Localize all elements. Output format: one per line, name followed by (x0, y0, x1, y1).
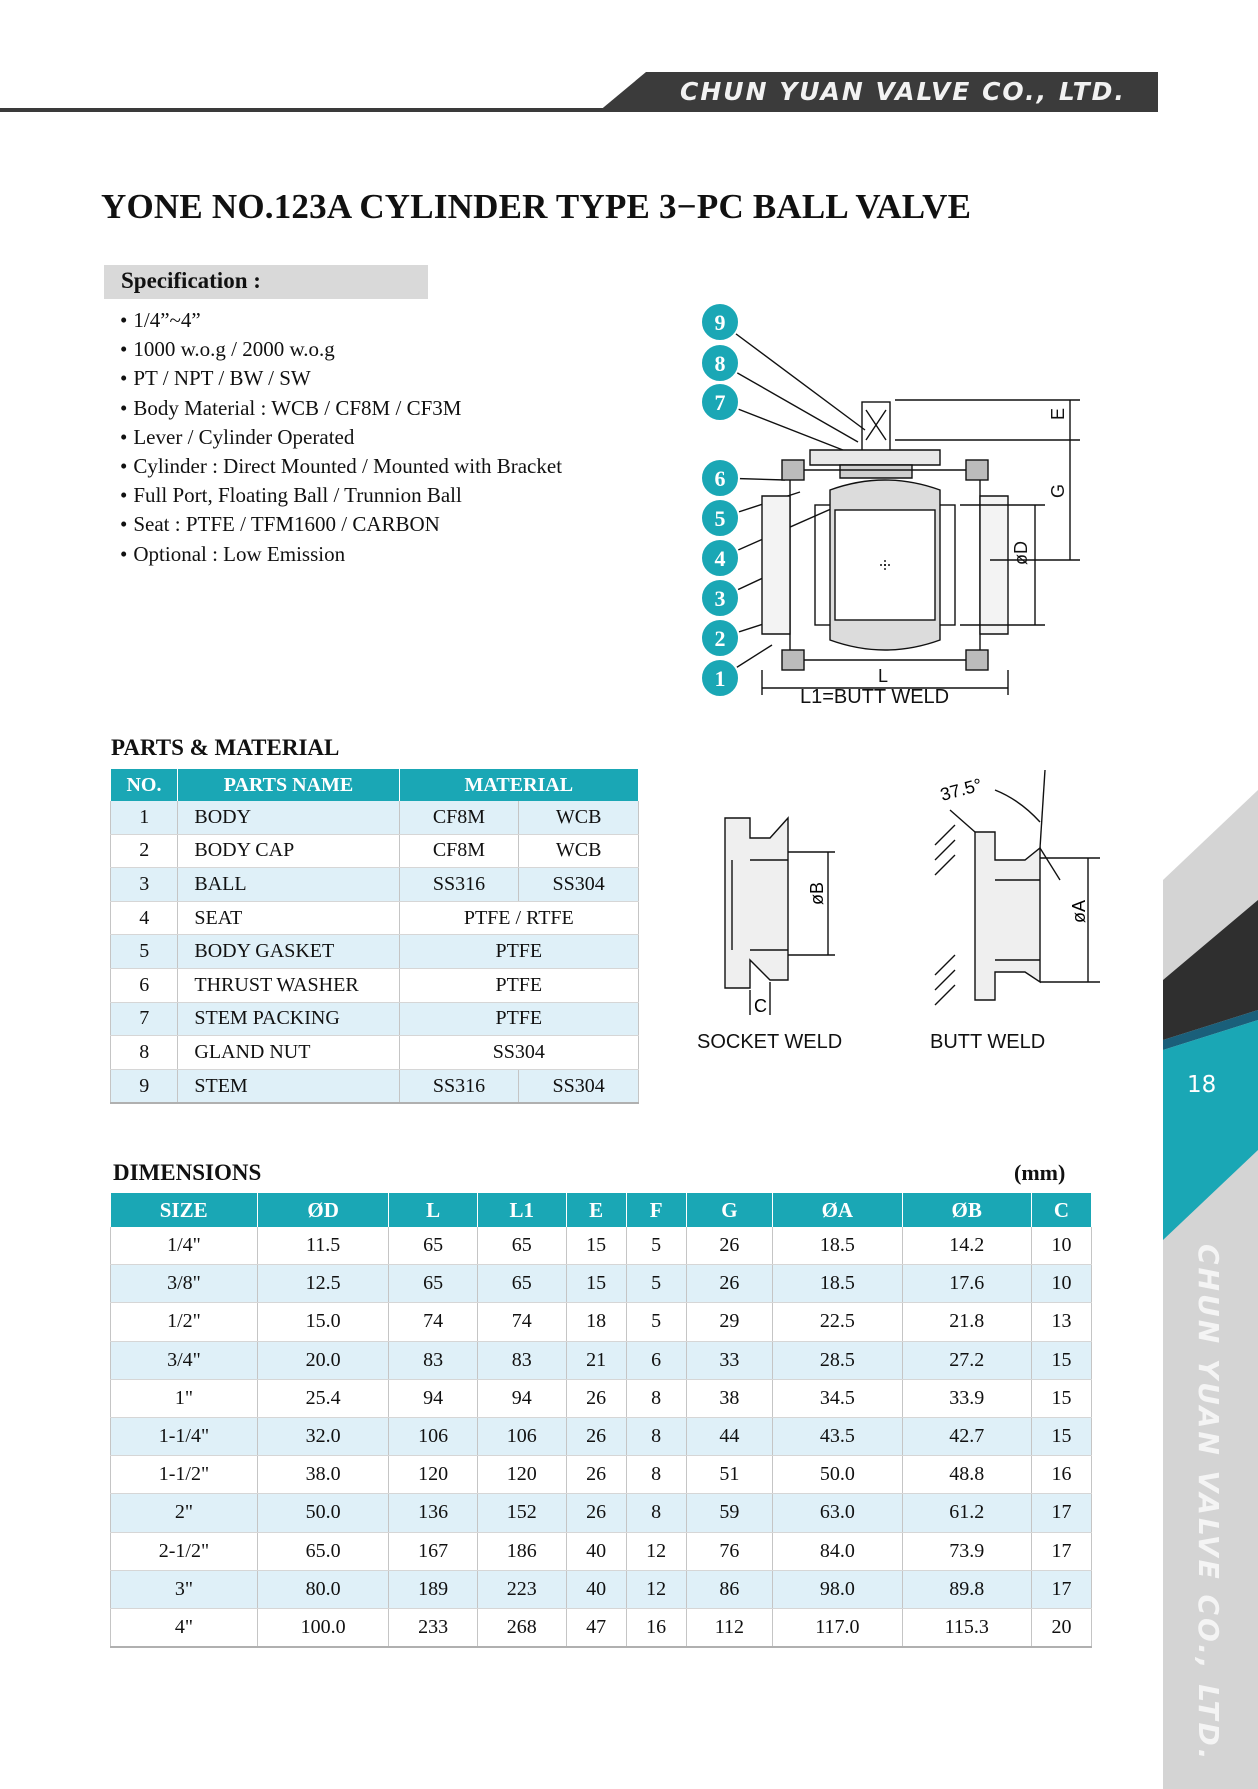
dim-cell: 12.5 (257, 1265, 388, 1303)
dim-cell: 42.7 (902, 1417, 1031, 1455)
part-material: SS304 (519, 868, 639, 902)
butt-angle: 37.5° (938, 774, 985, 805)
dim-cell: 32.0 (257, 1417, 388, 1455)
table-row (111, 1494, 1092, 1532)
dim-cell: 223 (477, 1570, 566, 1608)
dim-cell: 1/4" (111, 1227, 258, 1265)
table-row (111, 1002, 639, 1036)
table-row (111, 968, 639, 1002)
dim-cell: 84.0 (773, 1532, 902, 1570)
dim-cell: 8 (626, 1379, 686, 1417)
dim-cell: 61.2 (902, 1494, 1031, 1532)
dim-cell: 10 (1031, 1227, 1091, 1265)
side-company: CHUN YUAN VALVE CO., LTD. (1192, 1244, 1225, 1763)
dim-cell: 65 (477, 1265, 566, 1303)
dim-cell: 2" (111, 1494, 258, 1532)
dim-cell: 50.0 (257, 1494, 388, 1532)
part-material: CF8M (399, 834, 519, 868)
dim-cell: 15 (566, 1227, 626, 1265)
table-row (111, 1069, 639, 1103)
dim-cell: 120 (389, 1456, 478, 1494)
dim-cell: 44 (686, 1417, 773, 1455)
dim-cell: 16 (626, 1608, 686, 1647)
dim-cell: 10 (1031, 1265, 1091, 1303)
part-name: BODY GASKET (178, 935, 399, 969)
dim-cell: 17 (1031, 1532, 1091, 1570)
dim-cell: 34.5 (773, 1379, 902, 1417)
dim-cell: 189 (389, 1570, 478, 1608)
table-row (111, 901, 639, 935)
dim-cell: 73.9 (902, 1532, 1031, 1570)
dim-cell: 20 (1031, 1608, 1091, 1647)
dim-l-label: L (878, 666, 889, 686)
part-name: SEAT (178, 901, 399, 935)
dim-cell: 83 (477, 1341, 566, 1379)
dim-col-header: F (626, 1193, 686, 1227)
dim-col-header: ØA (773, 1193, 902, 1227)
butt-dim-a: øA (1069, 899, 1089, 923)
dim-cell: 86 (686, 1570, 773, 1608)
dim-cell: 18.5 (773, 1227, 902, 1265)
table-row (111, 1456, 1092, 1494)
dim-cell: 26 (686, 1227, 773, 1265)
dim-col-header: C (1031, 1193, 1091, 1227)
part-number-8: 8 (714, 351, 726, 376)
dim-cell: 152 (477, 1494, 566, 1532)
part-material: WCB (519, 834, 639, 868)
dim-cell: 26 (686, 1265, 773, 1303)
spec-list (120, 306, 562, 569)
dim-cell: 29 (686, 1303, 773, 1341)
dim-cell: 100.0 (257, 1608, 388, 1647)
part-number-7: 7 (714, 390, 726, 415)
dim-cell: 4" (111, 1608, 258, 1647)
part-no: 8 (111, 1036, 178, 1070)
dim-cell: 8 (626, 1417, 686, 1455)
socket-weld-drawing (700, 800, 850, 1020)
part-name: STEM (178, 1069, 399, 1103)
part-number-3: 3 (714, 586, 726, 611)
dim-cell: 12 (626, 1570, 686, 1608)
part-no: 6 (111, 968, 178, 1002)
dim-cell: 14.2 (902, 1227, 1031, 1265)
dim-cell: 2-1/2" (111, 1532, 258, 1570)
dim-cell: 50.0 (773, 1456, 902, 1494)
table-row (111, 1036, 639, 1070)
dim-cell: 17 (1031, 1494, 1091, 1532)
part-number-5: 5 (714, 506, 726, 531)
dimensions-table (110, 1193, 1092, 1648)
dim-cell: 15 (1031, 1341, 1091, 1379)
dim-cell: 28.5 (773, 1341, 902, 1379)
dim-cell: 26 (566, 1494, 626, 1532)
dim-cell: 5 (626, 1303, 686, 1341)
dimensions-unit: (mm) (1014, 1160, 1066, 1185)
table-row (111, 1608, 1092, 1647)
dim-cell: 15 (566, 1265, 626, 1303)
dim-col-header: SIZE (111, 1193, 258, 1227)
dim-cell: 167 (389, 1532, 478, 1570)
dim-cell: 115.3 (902, 1608, 1031, 1647)
dim-cell: 120 (477, 1456, 566, 1494)
table-row (111, 868, 639, 902)
table-row (111, 834, 639, 868)
part-name: STEM PACKING (178, 1002, 399, 1036)
dim-cell: 1" (111, 1379, 258, 1417)
dim-col-header: ØB (902, 1193, 1031, 1227)
part-material: PTFE (399, 935, 638, 969)
col-no: NO. (111, 769, 178, 801)
butt-weld-caption: BUTT WELD (930, 1031, 1046, 1053)
dimensions-heading: DIMENSIONS (113, 1160, 262, 1185)
l1-butt-weld-label: L1=BUTT WELD (800, 686, 950, 708)
dim-cell: 65 (389, 1227, 478, 1265)
dim-cell: 3" (111, 1570, 258, 1608)
part-number-6: 6 (714, 466, 726, 491)
dim-cell: 83 (389, 1341, 478, 1379)
part-number-2: 2 (714, 626, 726, 651)
table-row (111, 1379, 1092, 1417)
spec-item: • Optional : Low Emission (120, 540, 562, 569)
parts-table (110, 769, 639, 1104)
dim-col-header: E (566, 1193, 626, 1227)
table-row (111, 1303, 1092, 1341)
dim-cell: 17.6 (902, 1265, 1031, 1303)
dim-cell: 48.8 (902, 1456, 1031, 1494)
dim-cell: 33 (686, 1341, 773, 1379)
dim-cell: 38 (686, 1379, 773, 1417)
part-number-9: 9 (714, 310, 726, 335)
dim-cell: 63.0 (773, 1494, 902, 1532)
dim-cell: 40 (566, 1532, 626, 1570)
spec-heading: Specification : (121, 268, 261, 293)
dim-cell: 80.0 (257, 1570, 388, 1608)
dim-cell: 22.5 (773, 1303, 902, 1341)
spec-item: • Full Port, Floating Ball / Trunnion Ball (120, 481, 562, 510)
spec-item: • 1000 w.o.g / 2000 w.o.g (120, 335, 562, 364)
dim-col-header: ØD (257, 1193, 388, 1227)
dim-cell: 106 (477, 1417, 566, 1455)
dim-cell: 1/2" (111, 1303, 258, 1341)
header-company: CHUN YUAN VALVE CO., LTD. (680, 77, 1126, 106)
dim-cell: 74 (477, 1303, 566, 1341)
dim-cell: 38.0 (257, 1456, 388, 1494)
part-material: SS316 (399, 868, 519, 902)
dim-col-header: G (686, 1193, 773, 1227)
part-name: BODY CAP (178, 834, 399, 868)
dim-cell: 17 (1031, 1570, 1091, 1608)
part-no: 3 (111, 868, 178, 902)
dim-cell: 268 (477, 1608, 566, 1647)
socket-dim-b: øB (807, 881, 827, 905)
part-no: 1 (111, 801, 178, 834)
table-row (111, 1532, 1092, 1570)
spec-item: • 1/4”~4” (120, 306, 562, 335)
dim-cell: 12 (626, 1532, 686, 1570)
table-row (111, 1341, 1092, 1379)
dim-cell: 233 (389, 1608, 478, 1647)
col-material: MATERIAL (399, 769, 638, 801)
dim-cell: 65.0 (257, 1532, 388, 1570)
part-name: THRUST WASHER (178, 968, 399, 1002)
part-material: WCB (519, 801, 639, 834)
part-material: SS304 (519, 1069, 639, 1103)
table-row (111, 1227, 1092, 1265)
dim-cell: 20.0 (257, 1341, 388, 1379)
part-number-1: 1 (714, 666, 726, 691)
dim-cell: 18.5 (773, 1265, 902, 1303)
dim-d-label: øD (1011, 541, 1031, 565)
dim-g-label: G (1048, 483, 1068, 498)
dim-cell: 15 (1031, 1417, 1091, 1455)
page-number: 18 (1187, 1072, 1217, 1098)
dim-cell: 15.0 (257, 1303, 388, 1341)
part-no: 9 (111, 1069, 178, 1103)
parts-heading: PARTS & MATERIAL (111, 735, 340, 760)
table-row (111, 1570, 1092, 1608)
dim-cell: 26 (566, 1379, 626, 1417)
spec-item: • Seat : PTFE / TFM1600 / CARBON (120, 510, 562, 539)
spec-item: • Lever / Cylinder Operated (120, 423, 562, 452)
dim-cell: 94 (389, 1379, 478, 1417)
dim-cell: 16 (1031, 1456, 1091, 1494)
part-no: 2 (111, 834, 178, 868)
dim-cell: 26 (566, 1417, 626, 1455)
dim-cell: 106 (389, 1417, 478, 1455)
dim-cell: 21.8 (902, 1303, 1031, 1341)
dim-cell: 5 (626, 1265, 686, 1303)
dim-cell: 1-1/4" (111, 1417, 258, 1455)
dim-cell: 1-1/2" (111, 1456, 258, 1494)
butt-weld-drawing (930, 760, 1100, 1020)
table-row (111, 935, 639, 969)
dim-col-header: L1 (477, 1193, 566, 1227)
socket-dim-c: C (754, 996, 767, 1016)
dim-cell: 74 (389, 1303, 478, 1341)
col-parts-name: PARTS NAME (178, 769, 399, 801)
table-row (111, 1417, 1092, 1455)
dim-cell: 59 (686, 1494, 773, 1532)
dim-cell: 117.0 (773, 1608, 902, 1647)
dim-cell: 6 (626, 1341, 686, 1379)
dim-cell: 15 (1031, 1379, 1091, 1417)
dim-cell: 136 (389, 1494, 478, 1532)
dim-cell: 3/8" (111, 1265, 258, 1303)
dim-cell: 94 (477, 1379, 566, 1417)
dim-cell: 89.8 (902, 1570, 1031, 1608)
table-row (111, 801, 639, 834)
table-row (111, 1265, 1092, 1303)
part-material: PTFE / RTFE (399, 901, 638, 935)
dim-cell: 43.5 (773, 1417, 902, 1455)
part-number-4: 4 (714, 546, 726, 571)
part-material: SS316 (399, 1069, 519, 1103)
dim-cell: 11.5 (257, 1227, 388, 1265)
spec-item: • Cylinder : Direct Mounted / Mounted with Bracket (120, 452, 562, 481)
dim-cell: 112 (686, 1608, 773, 1647)
dim-cell: 65 (389, 1265, 478, 1303)
part-name: BODY (178, 801, 399, 834)
dim-cell: 26 (566, 1456, 626, 1494)
part-material: CF8M (399, 801, 519, 834)
dim-cell: 3/4" (111, 1341, 258, 1379)
dim-cell: 51 (686, 1456, 773, 1494)
dim-e-label: E (1048, 407, 1068, 420)
page-title: YONE NO.123A CYLINDER TYPE 3−PC BALL VALVE (101, 187, 972, 226)
part-name: GLAND NUT (178, 1036, 399, 1070)
dim-cell: 13 (1031, 1303, 1091, 1341)
part-material: SS304 (399, 1036, 638, 1070)
part-name: BALL (178, 868, 399, 902)
dim-cell: 8 (626, 1494, 686, 1532)
dim-cell: 76 (686, 1532, 773, 1570)
dim-cell: 33.9 (902, 1379, 1031, 1417)
dim-cell: 8 (626, 1456, 686, 1494)
part-no: 4 (111, 901, 178, 935)
dim-cell: 18 (566, 1303, 626, 1341)
dim-cell: 5 (626, 1227, 686, 1265)
dim-cell: 27.2 (902, 1341, 1031, 1379)
dim-cell: 40 (566, 1570, 626, 1608)
dim-cell: 65 (477, 1227, 566, 1265)
part-no: 5 (111, 935, 178, 969)
dim-cell: 47 (566, 1608, 626, 1647)
dim-cell: 25.4 (257, 1379, 388, 1417)
dim-cell: 98.0 (773, 1570, 902, 1608)
dim-col-header: L (389, 1193, 478, 1227)
part-material: PTFE (399, 1002, 638, 1036)
spec-item: • Body Material : WCB / CF8M / CF3M (120, 394, 562, 423)
valve-section-drawing (690, 300, 1090, 720)
dim-cell: 186 (477, 1532, 566, 1570)
part-material: PTFE (399, 968, 638, 1002)
spec-item: • PT / NPT / BW / SW (120, 364, 562, 393)
socket-weld-caption: SOCKET WELD (697, 1031, 843, 1053)
part-no: 7 (111, 1002, 178, 1036)
dim-cell: 21 (566, 1341, 626, 1379)
